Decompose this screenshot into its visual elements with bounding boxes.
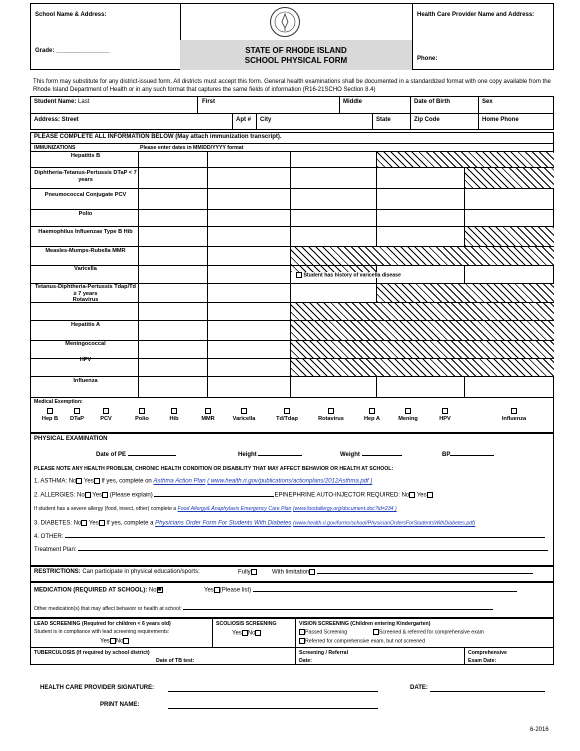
exemption-checkbox[interactable]: Influenza [494,408,534,422]
epi-yes-checkbox[interactable] [427,492,433,498]
severe-allergy-line: If student has a severe allergy (food, insect, other) complete a Food Allergy& Anaphylaxis Emergency Care Plan (www.foodallergy.org/document.doc?id=234 ) [34,506,397,512]
exemption-checkbox[interactable]: Hep B [30,408,70,422]
print-name-label: PRINT NAME: [100,702,140,708]
vaccine-row-label: Rotavirus [72,297,99,303]
signature-date-line[interactable] [430,691,545,692]
vision-header: VISION SCREENING (Children entering Kindergarten) [299,621,431,627]
health-problem-note: PLEASE NOTE ANY HEALTH PROBLEM, CHRONIC HEALTH CONDITION OR DISABILITY THAT MAY AFFECT BEHAVIOR OR HEALTH AT SCHOOL: [34,466,394,472]
sex-label: Sex [482,99,493,105]
exemption-checkbox[interactable]: HPV [425,408,465,422]
medication-line: MEDICATION (REQUIRED AT SCHOOL): No■ [34,587,162,594]
epi-no-checkbox[interactable] [409,492,415,498]
allergies-no-checkbox[interactable] [85,492,91,498]
provider-signature-label: HEALTH CARE PROVIDER SIGNATURE: [40,685,155,691]
exemption-checkbox[interactable]: Hib [154,408,194,422]
exemption-checkbox[interactable]: PCV [86,408,126,422]
scoliosis-yes-no[interactable]: Yes No [232,630,261,637]
exemption-checkbox[interactable]: MMR [188,408,228,422]
passed-screening-checkbox[interactable]: Passed Screening [299,629,347,635]
lead-screening-header: LEAD SCREENING (Required for children < 6 years old) [34,621,171,627]
vaccine-row-label: Tetanus-Diphtheria-Pertussis Tdap/Td ≥ 7 years [35,284,136,297]
limitation-checkbox[interactable]: With limitation [272,569,533,576]
vaccine-row-label: Measles-Mumps-Rubella MMR [45,248,126,254]
varicella-history-checkbox[interactable]: Student has history of varicella disease [294,272,403,278]
allergy-url-link[interactable]: (www.foodallergy.org/document.doc?id=234 ) [292,506,397,512]
home-phone-label: Home Phone [482,117,519,123]
dob-label: Date of Birth [414,99,450,105]
complete-note: PLEASE COMPLETE ALL INFORMATION BELOW (May attach immunization transcript). [34,134,282,140]
vaccine-row-label: Haemophilus Influenzae Type B Hib [38,229,133,235]
screened-referred-checkbox[interactable]: Screened & referred for comprehensive exam [373,629,484,635]
treatment-plan-line[interactable]: Treatment Plan: [34,547,548,553]
state-title: STATE OF RHODE ISLAND [245,46,347,55]
restrictions-line: RESTRICTIONS: Can participate in physical education/sports: [34,569,200,575]
asthma-line: 1. ASTHMA: No Yes If yes, complete on Asthma Action Plan ( www.health.ri.gov/publications/actionplans/2012Asthma.pdf ) [34,478,373,485]
immunizations-header: IMMUNIZATIONS [34,145,76,151]
grade-label: Grade: ________________ [35,48,110,54]
intro-text: This form may substitute for any district-issued form. All districts must accept this form. General health examinations shall be documented in a standardized format with one copy available from the Rhode Island Department of Health or in any such format that captures the same fields of information (R16-21SCHO Section 8.4) [33,79,551,93]
other-line[interactable]: 4. OTHER: [34,534,545,540]
lead-yes-no[interactable]: Yes No [100,638,129,645]
diabetes-no-checkbox[interactable] [81,520,87,526]
asthma-yes-checkbox[interactable] [94,478,100,484]
medication-no-checkbox[interactable]: ■ [157,587,162,593]
vaccine-row-label: Influenza [73,378,98,384]
height-field[interactable]: Height [238,452,302,458]
allergy-plan-link[interactable]: Food Allergy& Anaphylaxis Emergency Care Plan [177,506,292,512]
referred-not-screened-checkbox[interactable]: Referred for comprehensive exam, but not screened [299,638,425,644]
bp-field[interactable]: BP [442,452,494,458]
exemption-checkbox[interactable]: Mening [388,408,428,422]
vaccine-row-label: Pneumococcal Conjugate PCV [44,192,127,198]
zip-label: Zip Code [414,117,440,123]
exemption-checkbox[interactable]: DTaP [57,408,97,422]
lead-compliance-text: Student is in compliance with lead screening requirements: [34,629,170,635]
allergies-yes-checkbox[interactable] [102,492,108,498]
allergies-line: 2. ALLERGIES: No Yes (Please explain) EPINEPHRINE AUTO-INJECTOR REQUIRED: No Yes [34,492,433,499]
asthma-url-link[interactable]: ( www.health.ri.gov/publications/actionplans/2012Asthma.pdf ) [207,478,373,485]
phone-label: Phone: [417,56,438,62]
fully-checkbox[interactable]: Fully [238,569,257,576]
student-name-label: Student Name: Last [34,99,90,105]
comprehensive-label: Comprehensive [468,650,507,656]
first-name-label: First [202,99,216,105]
diabetes-form-link[interactable]: Physicians Order Form For Students With Diabetes [155,520,292,527]
exemption-checkbox[interactable]: Rotavirus [311,408,351,422]
signature-line[interactable] [168,691,378,692]
diabetes-line: 3. DIABETES: No Yes If yes, complete a Physicians Order Form For Students With Diabetes (www.health.ri.gov/forms/school/PhysicianOrdersForStudentsWithDiabetes.pdf) [34,520,476,527]
vaccine-row-label: Varicella [74,266,97,272]
diabetes-yes-checkbox[interactable] [99,520,105,526]
diabetes-url-link[interactable]: (www.health.ri.gov/forms/school/PhysicianOrdersForStudentsWithDiabetes.pdf) [293,520,476,527]
exemption-checkbox[interactable]: Polio [122,408,162,422]
exam-date-label: Exam Date: [468,658,497,664]
state-label: State [376,117,391,123]
school-name-label: School Name & Address: [35,12,107,18]
asthma-no-checkbox[interactable] [76,478,82,484]
vaccine-row-label: Polio [78,211,93,217]
medical-exemption-label: Medical Exemption: [34,399,83,405]
apt-label: Apt # [236,117,251,123]
vaccine-row-label: Hepatitis A [70,322,100,328]
provider-label: Health Care Provider Name and Address: [417,12,535,18]
other-medications-line[interactable]: Other medication(s) that may affect behavior or health at school: [34,606,493,612]
form-title: SCHOOL PHYSICAL FORM [244,56,348,65]
medication-yes[interactable]: Yes (Please list) [204,587,517,594]
asthma-plan-link[interactable]: Asthma Action Plan [153,478,206,485]
weight-field[interactable]: Weight [340,452,402,458]
city-label: City [260,117,272,123]
exemption-checkbox[interactable]: Hep A [352,408,392,422]
exemption-checkbox[interactable]: Td/Tdap [267,408,307,422]
seal-icon [270,7,300,37]
signature-date-label: DATE: [410,685,428,691]
exemption-checkbox[interactable]: Varicella [224,408,264,422]
address-label: Address: Street [34,117,79,123]
physical-exam-header: PHYSICAL EXAMINATION [34,436,108,442]
middle-name-label: Middle [343,99,362,105]
form-version: 6-2016 [530,727,549,733]
vaccine-row-label: Diphtheria-Tetanus-Pertussis DTaP < 7 years [34,170,137,183]
vaccine-row-label: Meningococcal [65,341,106,347]
print-name-line[interactable] [168,708,378,709]
vaccine-row-label: Hepatitis B [70,153,101,159]
tb-header: TUBERCULOSIS (If required by school district) [34,650,150,656]
referral-label: Screening / Referral [299,650,349,656]
date-format-note: Please enter dates in MM/DD/YYYY format [140,145,244,151]
scoliosis-header: SCOLIOSIS SCREENING [216,621,277,627]
vaccine-row-label: HPV [79,357,92,363]
referral-date-label: Date: [299,658,312,664]
tb-date-label: Date of TB test: [156,658,195,664]
date-of-pe[interactable]: Date of PE [96,452,176,458]
